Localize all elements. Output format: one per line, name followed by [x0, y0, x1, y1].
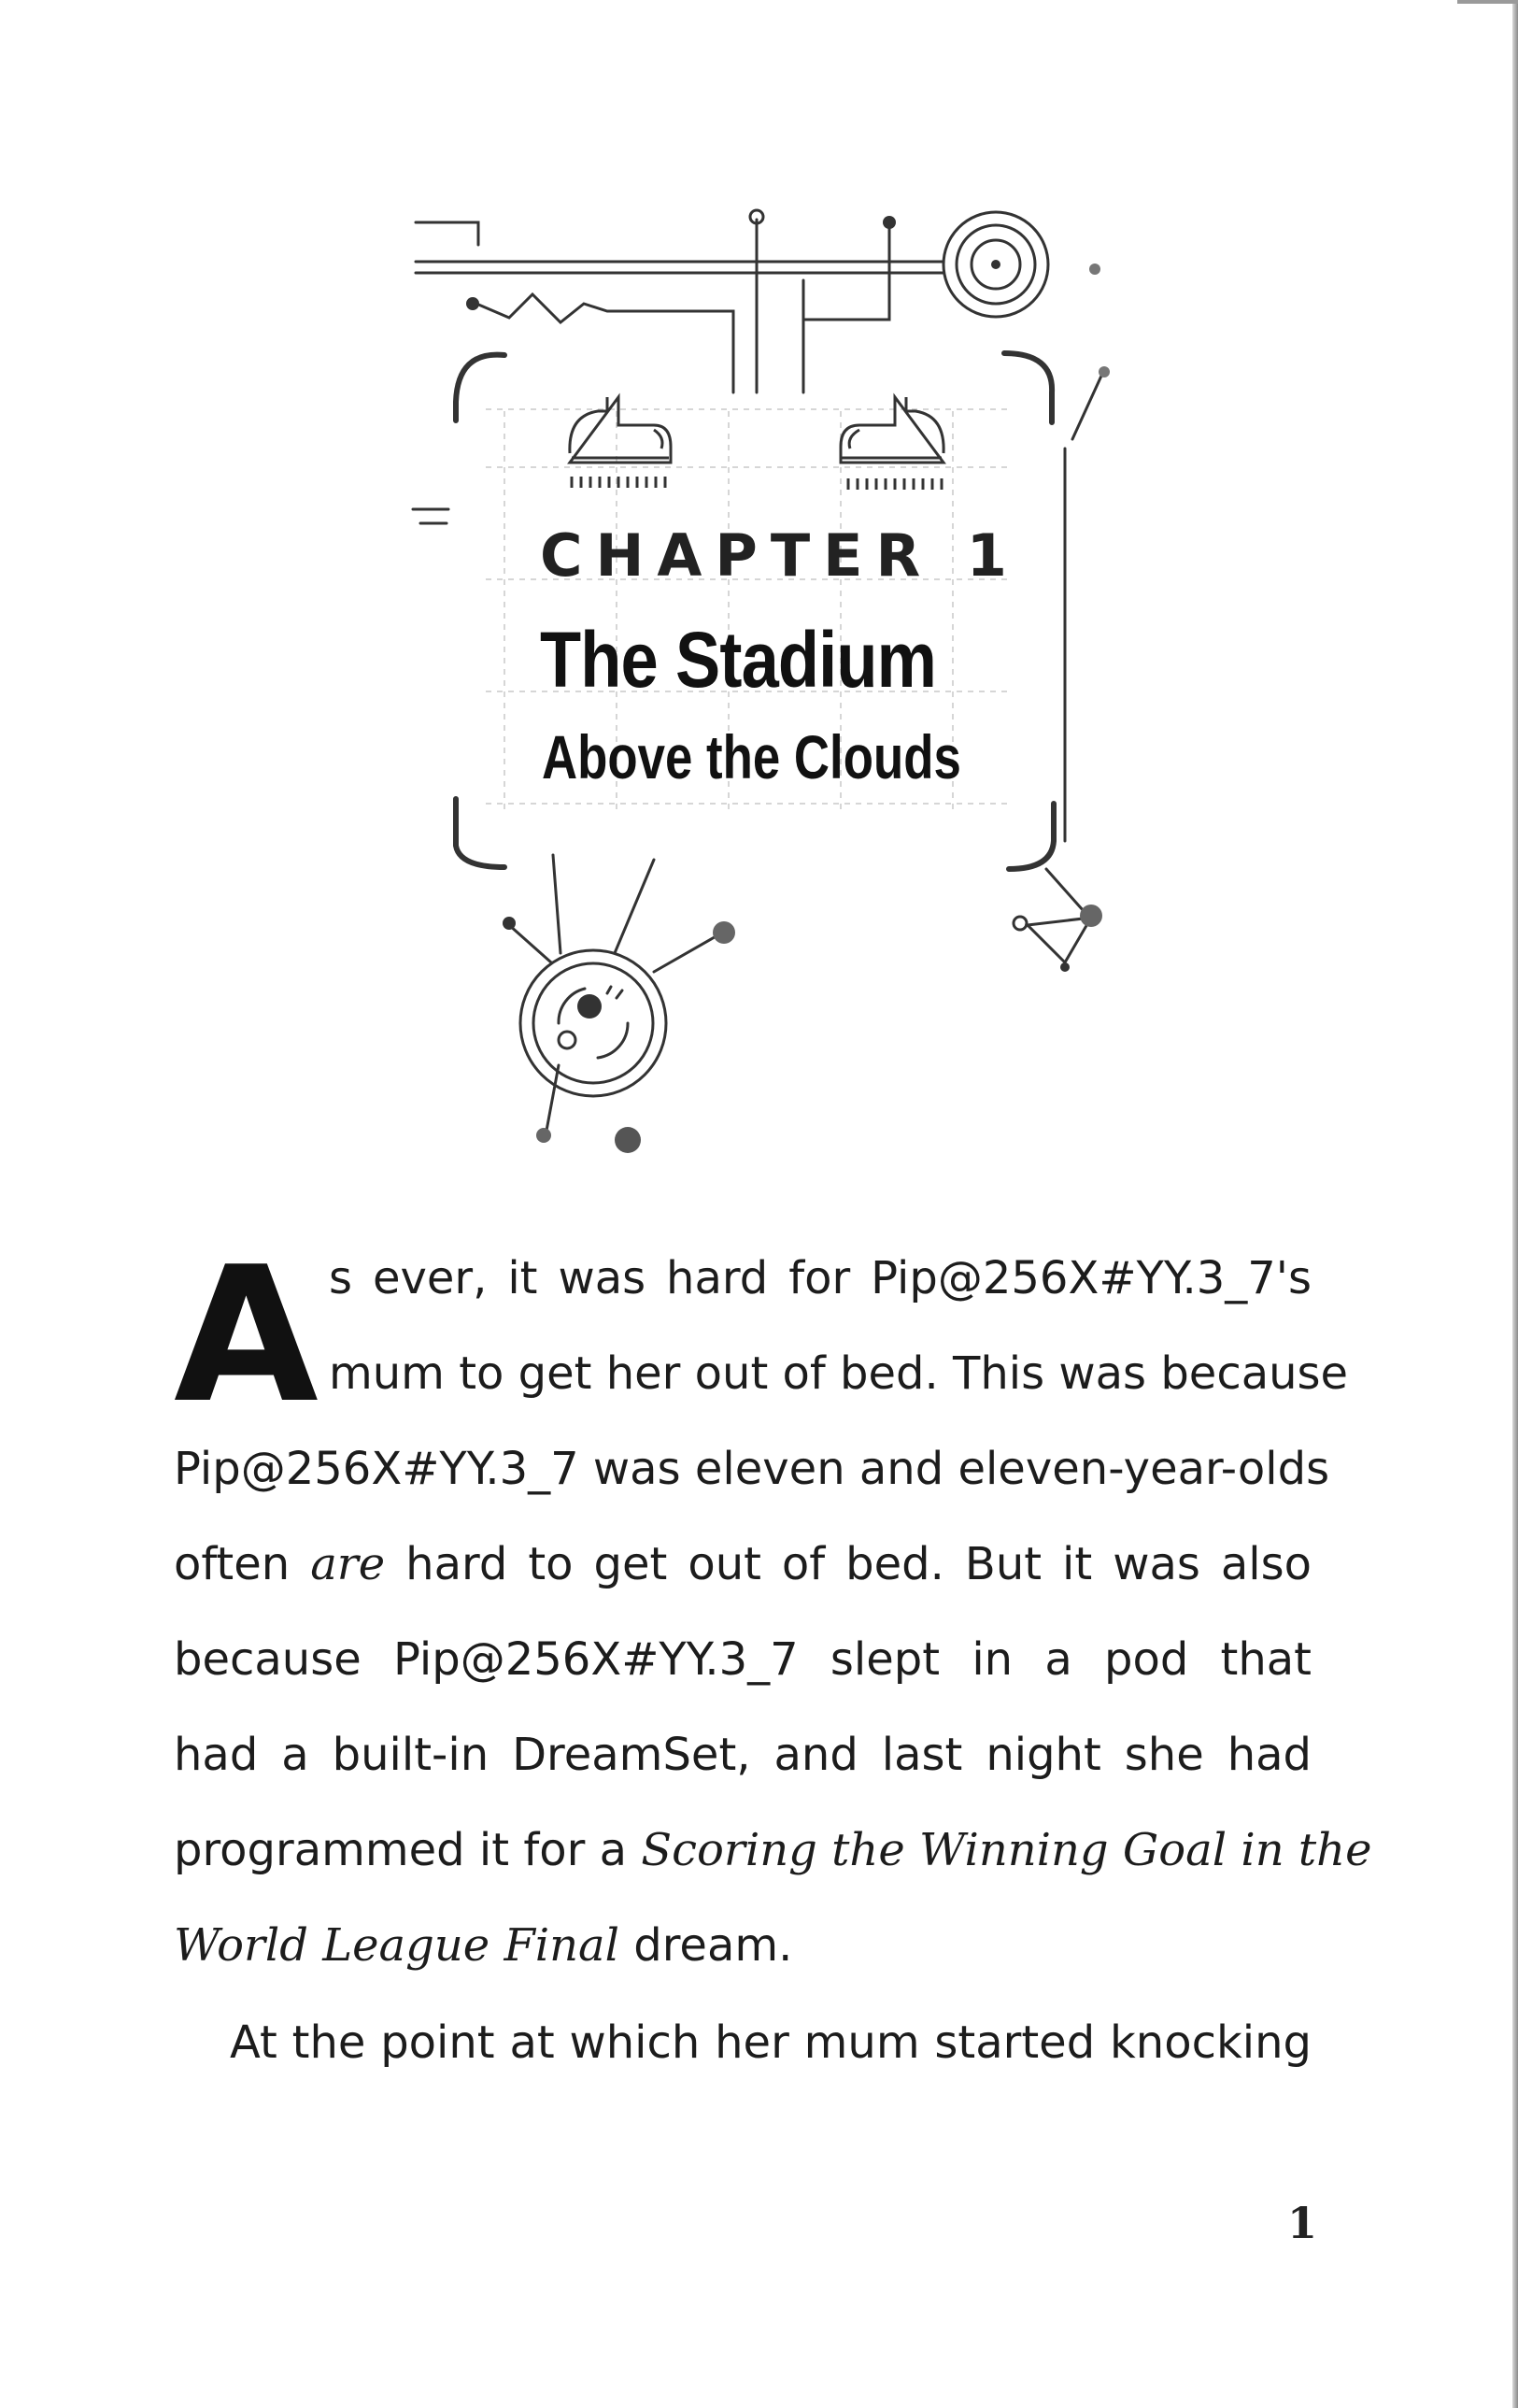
body-line-4-a: often [174, 1538, 311, 1590]
body-line-4-em: are [310, 1538, 386, 1590]
body-line-9: At the point at which her mum started knocking [230, 2016, 1312, 2069]
body-line-8-b: dream. [619, 1919, 793, 1972]
page-edge-top-shadow [1457, 0, 1518, 4]
body-line-8-em: World League Final [174, 1919, 619, 1972]
left-boot-icon [570, 397, 671, 488]
body-line-7-em: Scoring the Winning Goal in the [641, 1824, 1372, 1876]
chapter-label: CHAPTER 1 [540, 521, 1020, 590]
body-line-7-a: programmed it for a [174, 1824, 642, 1876]
body-line-8 [174, 1917, 792, 1973]
body-line-3: Pip@256X#YY.3_7 was eleven and eleven-year-olds [174, 1443, 1330, 1495]
body-line-6: had a built-in DreamSet, and last night she had [174, 1729, 1312, 1781]
body-line-7 [174, 1822, 1372, 1878]
chapter-subtitle: Above the Clouds [542, 722, 961, 791]
chapter-title: The Stadium [540, 616, 937, 704]
right-boot-icon [841, 397, 943, 490]
body-line-4 [174, 1536, 1312, 1592]
body-line-2: mum to get her out of bed. This was because [329, 1347, 1349, 1400]
body-line-1: s ever, it was hard for Pip@256X#YY.3_7's [329, 1252, 1312, 1304]
body-line-4-b: hard to get out of bed. But it was also [385, 1538, 1312, 1590]
page-number: 1 [1287, 2198, 1318, 2248]
body-line-5: because Pip@256X#YY.3_7 slept in a pod that [174, 1633, 1312, 1686]
drop-cap: A [174, 1227, 319, 1445]
page-edge-shadow [1512, 0, 1518, 2408]
